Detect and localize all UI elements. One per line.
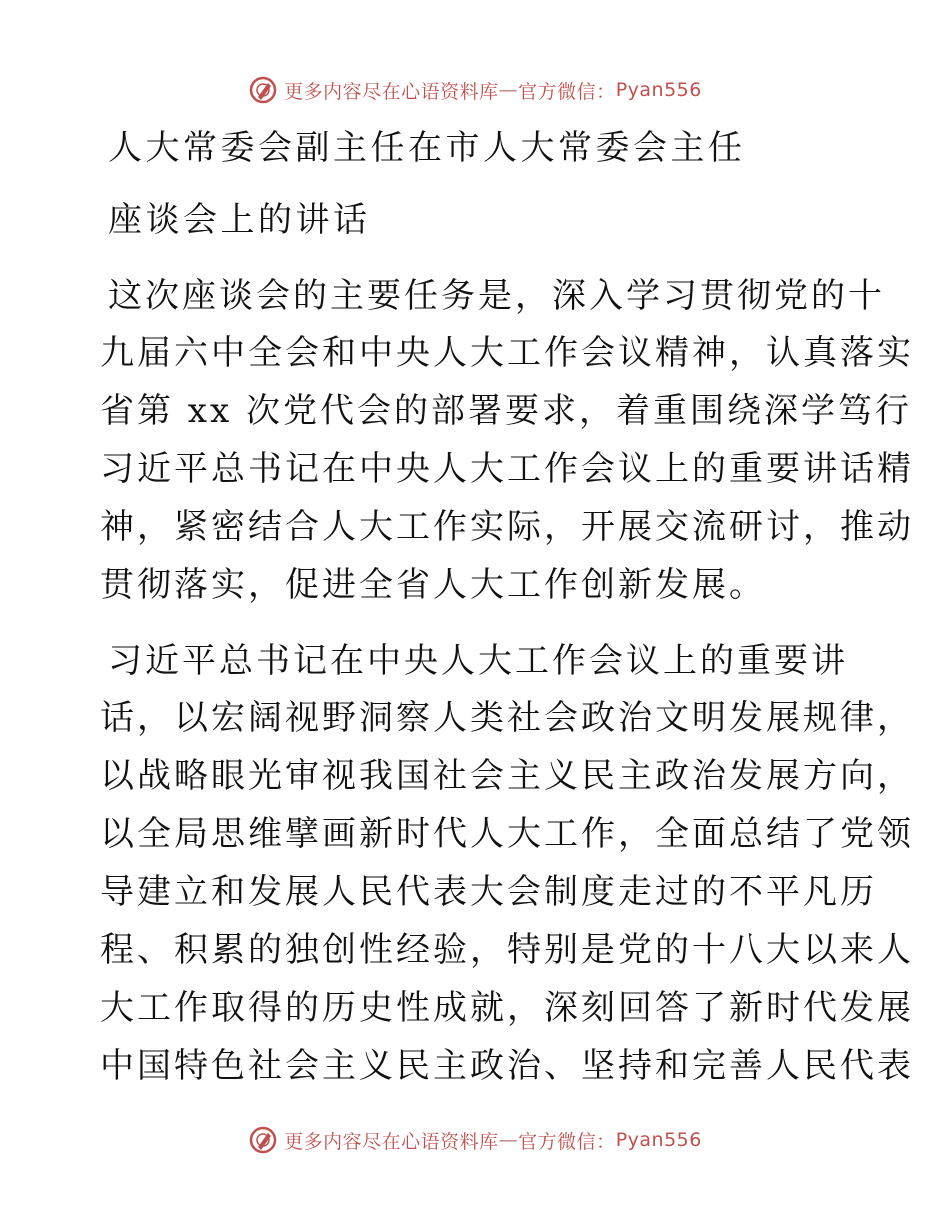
pen-circle-logo-icon xyxy=(248,1125,278,1155)
page-title-line-1: 人大常委会副主任在市人大常委会主任 xyxy=(108,128,746,168)
watermark-wechat-id: Pyan556 xyxy=(615,79,702,101)
paragraph-2-line: 大工作取得的历史性成就，深刻回答了新时代发展 xyxy=(100,988,914,1028)
paragraph-2-line: 程、积累的独创性经验，特别是党的十八大以来人 xyxy=(100,930,914,970)
paragraph-1-line: 九届六中全会和中央人大工作会议精神，认真落实 xyxy=(100,333,914,373)
pen-circle-logo-icon xyxy=(248,75,278,105)
paragraph-1-line: 习近平总书记在中央人大工作会议上的重要讲话精 xyxy=(100,449,914,489)
watermark-dash: — xyxy=(498,79,519,101)
footer-watermark xyxy=(0,1120,950,1160)
paragraph-2-line: 以全局思维擘画新时代人大工作，全面总结了党领 xyxy=(100,814,914,854)
paragraph-1-line: 神，紧密结合人大工作实际，开展交流研讨，推动 xyxy=(100,507,914,547)
page-title-line-2: 座谈会上的讲话 xyxy=(108,200,371,240)
paragraph-2-line: 话，以宏阔视野洞察人类社会政治文明发展规律， xyxy=(100,698,914,738)
paragraph-2-line: 导建立和发展人民代表大会制度走过的不平凡历 xyxy=(100,872,877,912)
paragraph-1-line: 这次座谈会的主要任务是，深入学习贯彻党的十 xyxy=(108,276,885,316)
watermark-dash: — xyxy=(498,1129,519,1151)
watermark-wechat-id: Pyan556 xyxy=(615,1129,702,1151)
header-watermark xyxy=(0,70,950,110)
watermark-wechat-label: 官方微信： xyxy=(518,80,616,103)
watermark-main-text: 更多内容尽在心语资料库 xyxy=(284,80,499,103)
paragraph-2-line: 中国特色社会主义民主政治、坚持和完善人民代表 xyxy=(100,1046,914,1086)
paragraph-2-line: 以战略眼光审视我国社会主义民主政治发展方向， xyxy=(100,756,914,796)
paragraph-1-line: 贯彻落实，促进全省人大工作创新发展。 xyxy=(100,565,766,605)
paragraph-2-line: 习近平总书记在中央人大工作会议上的重要讲 xyxy=(108,641,848,681)
watermark-wechat-label: 官方微信： xyxy=(518,1130,616,1153)
watermark-main-text: 更多内容尽在心语资料库 xyxy=(284,1130,499,1153)
paragraph-1-line: 省第 xx 次党代会的部署要求，着重围绕深学笃行 xyxy=(100,391,912,431)
